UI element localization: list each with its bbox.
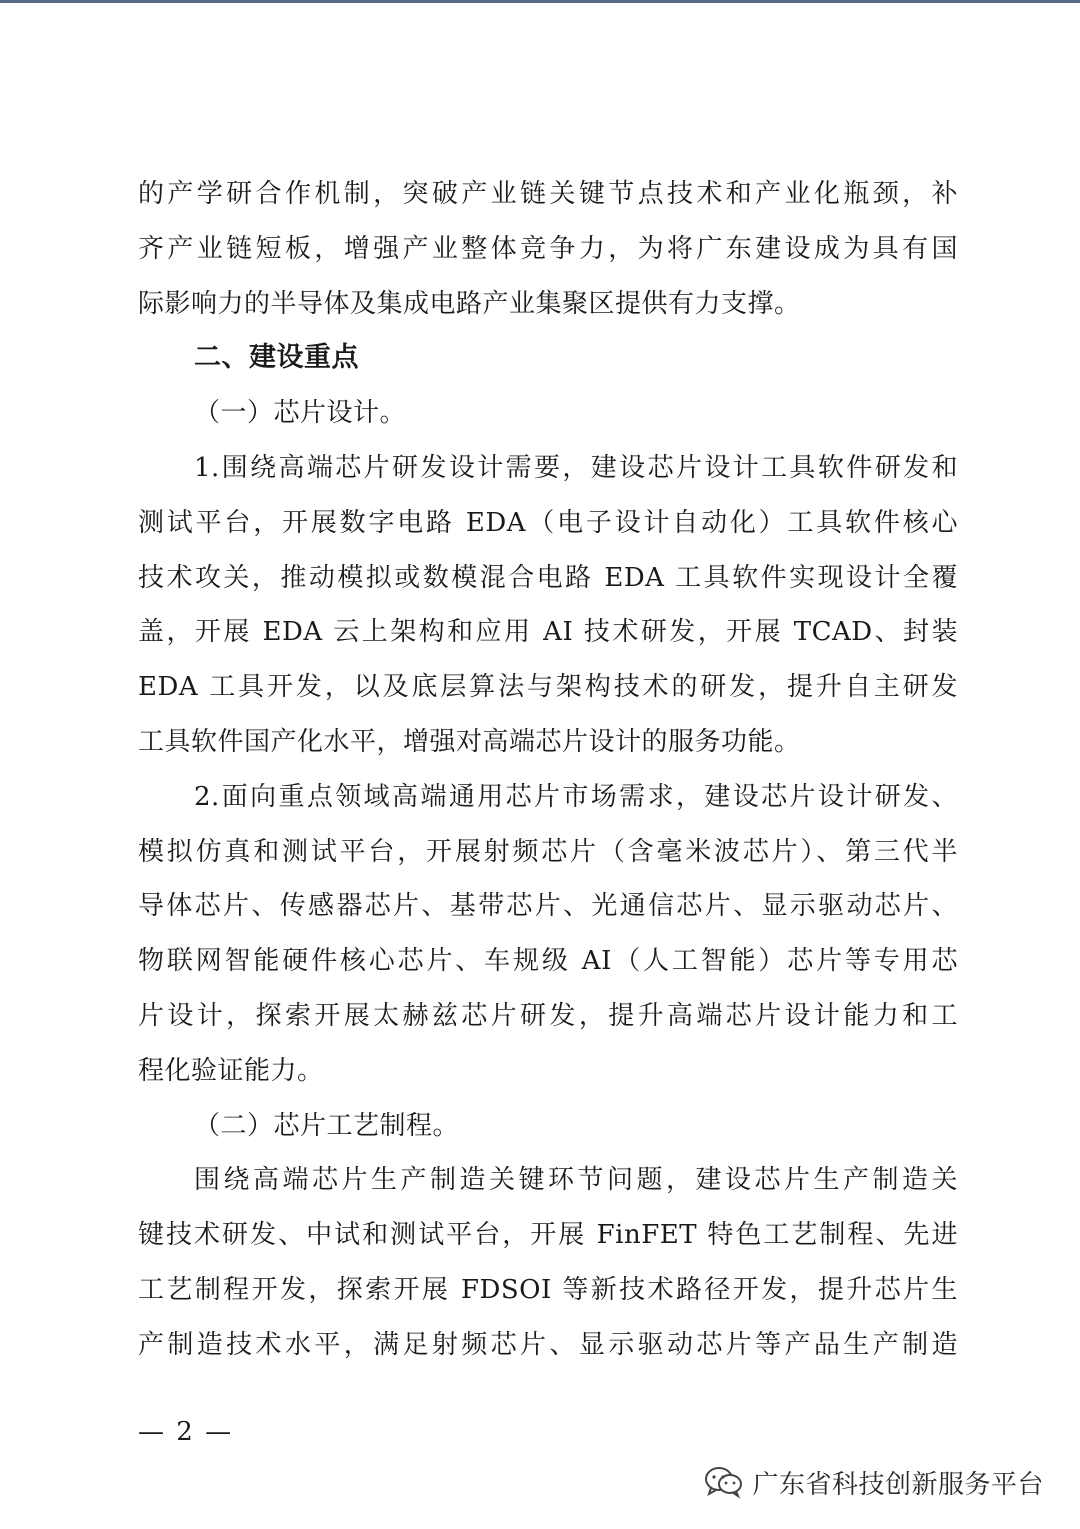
paragraph-line: 片设计，探索开展太赫兹芯片研发，提升高端芯片设计能力和工 <box>138 1000 958 1031</box>
paragraph-line: 导体芯片、传感器芯片、基带芯片、光通信芯片、显示驱动芯片、 <box>138 891 958 922</box>
paragraph-first-line: 围绕高端芯片生产制造关键环节问题，建设芯片生产制造关 <box>194 1165 958 1196</box>
paragraph-last-line: 工具软件国产化水平，增强对高端芯片设计的服务功能。 <box>138 726 801 757</box>
paragraph-line: 工艺制程开发，探索开展 FDSOI 等新技术路径开发，提升芯片生 <box>138 1274 958 1305</box>
paragraph-last-line: 程化验证能力。 <box>138 1055 324 1086</box>
paragraph-line: 产制造技术水平，满足射频芯片、显示驱动芯片等产品生产制造 <box>138 1329 958 1360</box>
paragraph-line: 测试平台，开展数字电路 EDA（电子设计自动化）工具软件核心 <box>138 507 958 538</box>
watermark-text: 广东省科技创新服务平台 <box>752 1469 1044 1500</box>
paragraph-line: 物联网智能硬件核心芯片、车规级 AI（人工智能）芯片等专用芯 <box>138 946 958 977</box>
paragraph-line: 键技术研发、中试和测试平台，开展 FinFET 特色工艺制程、先进 <box>138 1220 958 1251</box>
wechat-icon <box>704 1465 744 1499</box>
top-border-rule <box>0 0 1080 3</box>
watermark <box>704 1462 1044 1502</box>
paragraph-line: EDA 工具开发，以及底层算法与架构技术的研发，提升自主研发 <box>138 672 958 703</box>
paragraph-first-line: 1.围绕高端芯片研发设计需要，建设芯片设计工具软件研发和 <box>194 452 958 483</box>
subsection-heading: （二）芯片工艺制程。 <box>194 1110 460 1141</box>
paragraph-line: 盖，开展 EDA 云上架构和应用 AI 技术研发，开展 TCAD、封装 <box>138 617 958 648</box>
page-number: — 2 — <box>138 1417 234 1447</box>
paragraph-line: 齐产业链短板，增强产业整体竞争力，为将广东建设成为具有国 <box>138 233 958 264</box>
paragraph-line: 技术攻关，推动模拟或数模混合电路 EDA 工具软件实现设计全覆 <box>138 562 958 593</box>
paragraph-line: 的产学研合作机制，突破产业链关键节点技术和产业化瓶颈，补 <box>138 179 958 209</box>
document-body <box>138 167 958 1373</box>
paragraph-line: 模拟仿真和测试平台，开展射频芯片（含毫米波芯片）、第三代半 <box>138 836 958 867</box>
subsection-heading: （一）芯片设计。 <box>194 398 407 429</box>
paragraph-first-line: 2.面向重点领域高端通用芯片市场需求，建设芯片设计研发、 <box>194 781 958 812</box>
paragraph-last-line: 际影响力的半导体及集成电路产业集聚区提供有力支撑。 <box>138 288 801 319</box>
section-heading: 二、建设重点 <box>194 342 359 374</box>
